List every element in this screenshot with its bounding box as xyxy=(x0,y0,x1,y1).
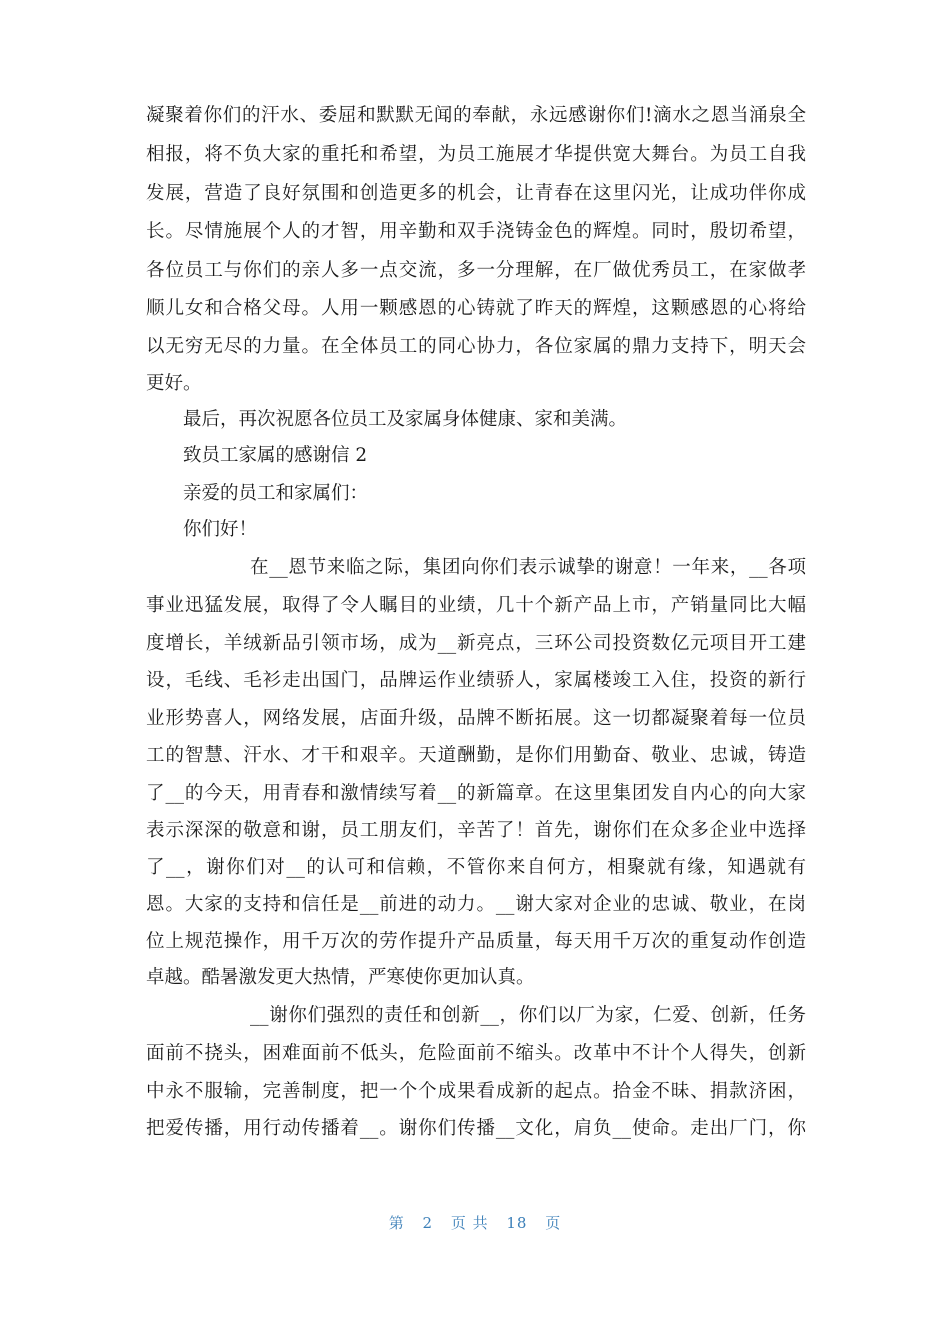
page-mid: 页 共 xyxy=(450,1214,489,1232)
text-line: 中永不服输，完善制度，把一个个成果看成新的起点。拾金不昧、捐款济困， xyxy=(146,1081,806,1102)
page-total: 18 xyxy=(506,1214,528,1232)
text-line: 业形势喜人，网络发展，店面升级，品牌不断拓展。这一切都凝聚着每一位员 xyxy=(146,708,806,729)
text-line: 了__的今天，用青春和激情续写着__的新篇章。在这里集团发自内心的向大家 xyxy=(146,783,806,804)
text-line: 顺儿女和合格父母。人用一颗感恩的心铸就了昨天的辉煌，这颗感恩的心将给 xyxy=(146,298,806,319)
text-line: 在__恩节来临之际，集团向你们表示诚挚的谢意！一年来，__各项 xyxy=(250,557,806,578)
greeting: 你们好！ xyxy=(183,519,258,540)
salutation: 亲爱的员工和家属们： xyxy=(183,483,369,504)
text-line: 设，毛线、毛衫走出国门，品牌运作业绩骄人，家属楼竣工入住，投资的新行 xyxy=(146,670,806,691)
text-line: 各位员工与你们的亲人多一点交流，多一分理解，在厂做优秀员工，在家做孝 xyxy=(146,260,806,281)
page-number: 2 xyxy=(422,1214,434,1232)
text-line: 表示深深的敬意和谢，员工朋友们，辛苦了！首先，谢你们在众多企业中选择 xyxy=(146,820,806,841)
text-line: 发展，营造了良好氛围和创造更多的机会，让青春在这里闪光，让成功伴你成 xyxy=(146,183,806,204)
closing-paragraph: 最后，再次祝愿各位员工及家属身体健康、家和美满。 xyxy=(183,409,628,430)
text-line: 凝聚着你们的汗水、委屈和默默无闻的奉献，永远感谢你们!滴水之恩当涌泉全 xyxy=(146,105,806,126)
text-line: 了__，谢你们对__的认可和信赖，不管你来自何方，相聚就有缘，知遇就有 xyxy=(146,857,806,878)
text-line: 事业迅猛发展，取得了令人瞩目的业绩，几十个新产品上市，产销量同比大幅 xyxy=(146,595,806,616)
text-line: 以无穷无尽的力量。在全体员工的同心协力，各位家属的鼎力支持下，明天会 xyxy=(146,336,806,357)
page-prefix: 第 xyxy=(388,1214,405,1232)
letter-title: 致员工家属的感谢信 2 xyxy=(183,445,368,466)
text-line: 长。尽情施展个人的才智，用辛勤和双手浇铸金色的辉煌。同时，殷切希望， xyxy=(146,221,806,242)
text-line: 位上规范操作，用千万次的劳作提升产品质量，每天用千万次的重复动作创造 xyxy=(146,931,806,952)
text-line: 把爱传播，用行动传播着__。谢你们传播__文化，肩负__使命。走出厂门，你 xyxy=(146,1118,806,1139)
text-line: 面前不挠头，困难面前不低头，危险面前不缩头。改革中不计个人得失，创新 xyxy=(146,1043,806,1064)
text-line: 工的智慧、汗水、才干和艰辛。天道酬勤，是你们用勤奋、敬业、忠诚，铸造 xyxy=(146,745,806,766)
text-line: 度增长，羊绒新品引领市场，成为__新亮点，三环公司投资数亿元项目开工建 xyxy=(146,633,806,654)
page-suffix: 页 xyxy=(545,1214,562,1232)
text-line: 恩。大家的支持和信任是__前进的动力。__谢大家对企业的忠诚、敬业，在岗 xyxy=(146,894,806,915)
page-footer xyxy=(0,1212,950,1233)
text-line: 更好。 xyxy=(146,373,202,394)
text-line: 相报，将不负大家的重托和希望，为员工施展才华提供宽大舞台。为员工自我 xyxy=(146,144,806,165)
text-line: __谢你们强烈的责任和创新__，你们以厂为家，仁爱、创新，任务 xyxy=(250,1005,806,1026)
text-line: 卓越。酷暑激发更大热情，严寒使你更加认真。 xyxy=(146,967,535,988)
